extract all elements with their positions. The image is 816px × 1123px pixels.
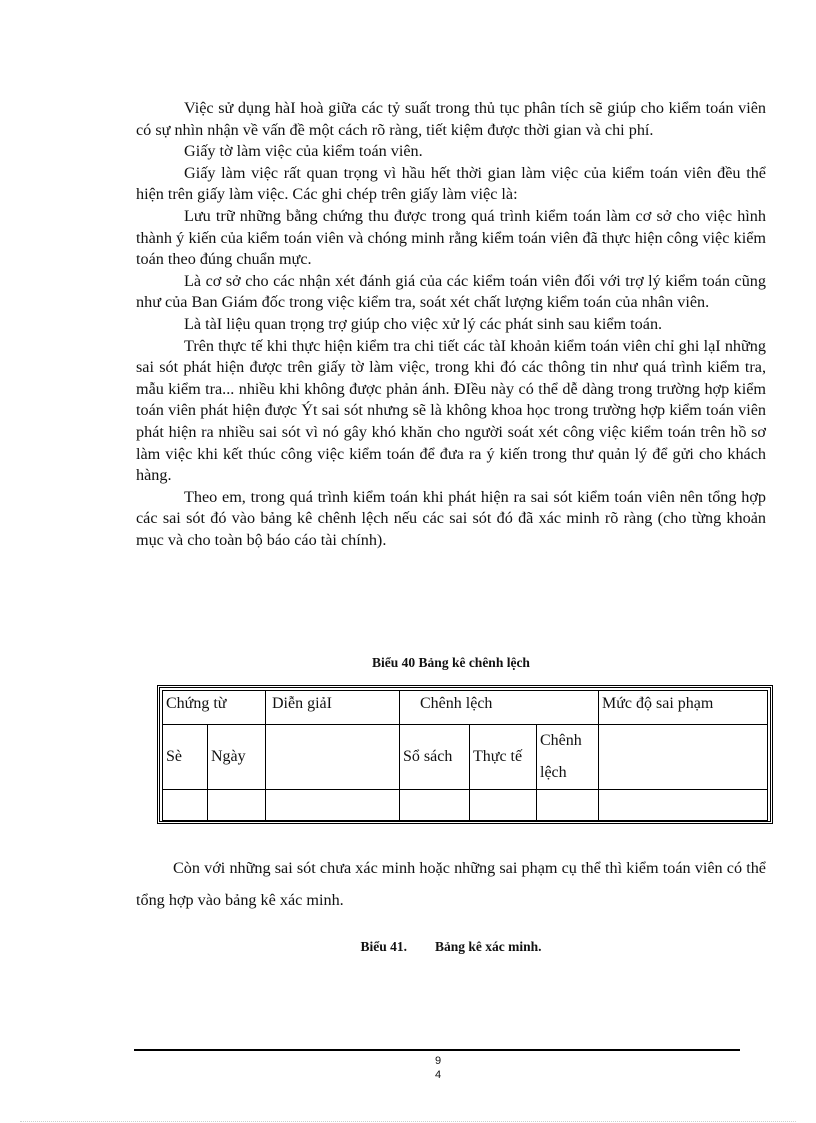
table-cell [470, 790, 537, 821]
table2-caption [136, 939, 766, 955]
closing-text [136, 852, 766, 916]
table-cell [599, 725, 768, 790]
footer-divider [134, 1049, 740, 1051]
table-cell [537, 790, 599, 821]
header-dien-giai: Diễn giảI [266, 691, 400, 725]
paragraph: Việc sử dụng hàI hoà giữa các tỷ suất trong thủ tục phân tích sẽ giúp cho kiểm toán viên có sự nhìn nhận về vấn đề một cách rõ ràng, tiết kiệm được thời gian và chi phí. [136, 99, 766, 139]
table-cell [163, 790, 208, 821]
header-chenh-lech: Chênh lệch [400, 691, 599, 725]
header-chung-tu: Chứng từ [163, 691, 266, 725]
page-number: 4 [434, 1069, 442, 1081]
table-cell [208, 790, 266, 821]
paragraph: Là tàI liệu quan trọng trợ giúp cho việc xử lý các phát sinh sau kiểm toán. [184, 314, 663, 333]
subheader-so-sach: Sổ sách [400, 725, 470, 790]
table-cell [266, 725, 400, 790]
paragraph: Là cơ sở cho các nhận xét đánh giá của các kiểm toán viên đối với trợ lý kiểm toán cũng như của Ban Giám đốc trong việc kiểm tra, soát xét chất lượng kiểm toán của nhân viên. [136, 271, 766, 312]
difference-table [157, 685, 773, 824]
page-edge-divider [20, 1121, 796, 1122]
paragraph: Trên thực tế khi thực hiện kiểm tra chi tiết các tàI khoản kiểm toán viên chỉ ghi lạI những sai sót phát hiện được trên giấy tờ làm việc, trong khi đó các thông tin như quá trình kiểm tra, mẫu kiểm tra... nhiều khi không được phản ánh. ĐIều này có thể dễ dàng trong trường hợp kiểm toán viên phát hiện được Ýt sai sót nhưng sẽ là không khoa học trong trường hợp kiểm toán viên phát hiện ra nhiều sai sót vì nó gây khó khăn cho người soát xét công việc kiểm toán trên hồ sơ làm việc khi kết thúc công việc kiểm toán để đưa ra ý kiến trong thư quản lý để gửi cho khách hàng. [136, 336, 766, 485]
table2-caption-label: Biểu 41. [360, 939, 407, 954]
paragraph: Lưu trữ những bằng chứng thu được trong quá trình kiểm toán làm cơ sở cho việc hình thành ý kiến của kiểm toán viên và chóng minh rằng kiểm toán viên đã thực hiện công việc kiểm toán theo đúng chuẩn mực. [136, 206, 766, 269]
table-cell [266, 790, 400, 821]
table-cell [400, 790, 470, 821]
subheader-so: Sè [163, 725, 208, 790]
paragraph: Giấy làm việc rất quan trọng vì hầu hết thời gian làm việc của kiểm toán viên đều thể hiện trên giấy làm việc. Các ghi chép trên giấy làm việc là: [136, 163, 766, 204]
table-cell [599, 790, 768, 821]
table1-caption: Biểu 40 Bảng kê chênh lệch [372, 655, 530, 670]
paragraph: Còn với những sai sót chưa xác minh hoặc những sai phạm cụ thể thì kiểm toán viên có thể tổng hợp vào bảng kê xác minh. [136, 859, 766, 909]
subheader-thuc-te: Thực tế [470, 725, 537, 790]
paragraph: Giấy tờ làm việc của kiểm toán viên. [184, 142, 423, 161]
header-muc-do-sai-pham: Mức độ sai phạm [599, 691, 768, 725]
subheader-ngay: Ngày [208, 725, 266, 790]
page-number: 9 [434, 1055, 442, 1067]
subheader-chenh-lech: Chênh lệch [537, 725, 599, 790]
paragraph: Theo em, trong quá trình kiểm toán khi phát hiện ra sai sót kiểm toán viên nên tổng hợp các sai sót đó vào bảng kê chênh lệch nếu các sai sót đó đã xác minh rõ ràng (cho từng khoản mục và cho toàn bộ báo cáo tài chính). [136, 487, 766, 549]
table2-caption-title: Bảng kê xác minh. [434, 939, 542, 954]
body-text [136, 98, 766, 551]
